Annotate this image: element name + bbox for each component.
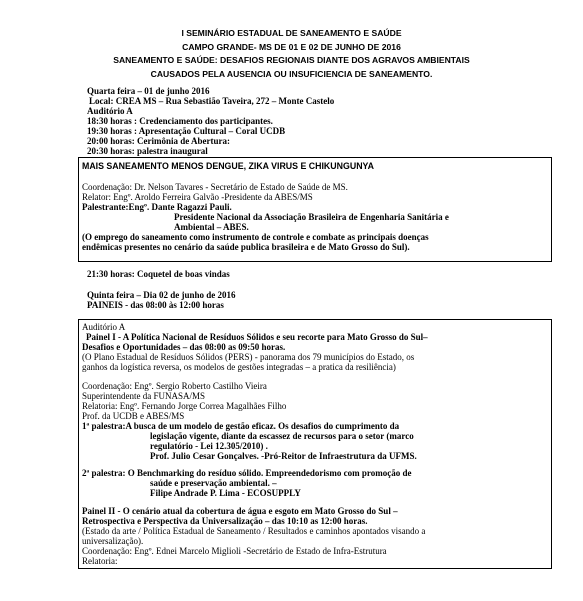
panel1-coordination-role: Superintendente da FUNASA/MS xyxy=(82,391,205,401)
talk1-line1: 1ª palestra:A busca de um modelo de gestão eficaz. Os desafios do cumprimento da xyxy=(82,421,400,431)
header-dates: CAMPO GRANDE- MS DE 01 E 02 DE JUNHO DE 2016 xyxy=(182,42,401,52)
keynote-note-line2: endêmicas presentes no cenário da saúde publica brasileira e de Mato Grosso do Sul). xyxy=(82,242,410,252)
talk1-line3: regulatório - Lei 12.305/2010) . xyxy=(150,441,268,451)
day1-item: 20:00 horas: Cerimônia de Abertura: xyxy=(87,136,230,146)
panel2-desc-line1: (Estado da arte / Política Estadual de Saneamento / Resultados e caminhos apontados visando a xyxy=(82,526,426,536)
day1-item: 18:30 horas : Credenciamento dos participantes. xyxy=(87,116,273,126)
talk2-line2: saúde e preservação ambiental. – xyxy=(150,478,277,488)
keynote-speaker xyxy=(82,202,232,212)
panel1-reporter: Relatoria: Engº. Fernando Jorge Correa Magalhães Filho xyxy=(82,401,287,411)
panel1-title-line2: Desafios e Oportunidades – das 08:00 as 09:50 horas. xyxy=(82,342,286,352)
day1-item: 20:30 horas: palestra inaugural xyxy=(87,146,208,156)
speaker-label: Palestrante: xyxy=(82,202,129,212)
keynote-note-line1: (O emprego do saneamento como instrumento de controle e combate as principais doenças xyxy=(82,232,429,242)
talk1-speaker: Prof. Julio Cesar Gonçalves. -Pró-Reitor de Infraestrutura da UFMS. xyxy=(150,451,417,461)
keynote-reporter: Relator: Engº. Aroldo Ferreira Galvão -Presidente da ABES/MS xyxy=(82,192,313,202)
speaker-role-line2: Ambiental – ABES. xyxy=(174,222,249,232)
day1-date: Quarta feira – 01 de junho 2016 xyxy=(87,86,210,96)
speaker-role-line1: Presidente Nacional da Associação Brasileira de Engenharia Sanitária e xyxy=(174,212,449,222)
panel2-title-line2: Retrospectiva e Perspectiva da Universalização – das 10:10 as 12:00 horas. xyxy=(82,516,368,526)
header-theme-line1: SANEAMENTO E SAÚDE: DESAFIOS REGIONAIS DIANTE DOS AGRAVOS AMBIENTAIS xyxy=(113,55,470,65)
panels-room: Auditório A xyxy=(82,322,126,332)
talk2-line1: 2ª palestra: O Benchmarking do resíduo sólido. Empreendedorismo com promoção de xyxy=(82,468,412,478)
header-title: I SEMINÁRIO ESTADUAL DE SANEAMENTO E SAÚDE xyxy=(181,28,402,38)
panel2-desc-line2: universalização). xyxy=(82,536,144,546)
panel2-title-line1: Painel II - O cenário atual da cobertura de água e esgoto em Mato Grosso do Sul – xyxy=(82,506,398,516)
panel1-title-line1: Painel I - A Política Nacional de Resíduos Sólidos e seu recorte para Mato Grosso do Sul– xyxy=(86,332,428,342)
day2-date: Quinta feira – Dia 02 de junho de 2016 xyxy=(87,290,236,300)
day1-local: Local: CREA MS – Rua Sebastião Taveira, 272 – Monte Castelo xyxy=(89,96,335,106)
day1-item: 19:30 horas : Apresentação Cultural – Coral UCDB xyxy=(87,126,286,136)
speaker-name: Engº. Dante Ragazzi Pauli. xyxy=(128,202,232,212)
header-theme-line2: CAUSADOS PELA AUSENCIA OU INSUFICIENCIA DE SANEAMENTO. xyxy=(150,69,433,79)
talk1-line2: legislação vigente, diante da escassez de recursos para o setor (marco xyxy=(150,431,414,441)
panel1-coordination: Coordenação: Engº. Sergio Roberto Castilho Vieira xyxy=(82,381,267,391)
day1-closing: 21:30 horas: Coquetel de boas vindas xyxy=(87,269,230,279)
keynote-coordination: Coordenação: Dr. Nelson Tavares - Secretário de Estado de Saúde de MS. xyxy=(82,182,348,192)
panel1-desc-line1: (O Plano Estadual de Resíduos Sólidos (PERS) - panorama dos 79 municípios do Estado, os xyxy=(82,352,415,362)
panel1-reporter-role: Prof. da UCDB e ABES/MS xyxy=(82,411,185,421)
keynote-title: MAIS SANEAMENTO MENOS DENGUE, ZIKA VIRUS E CHIKUNGUNYA xyxy=(82,161,374,171)
panel2-coordination: Coordenação: Engº. Ednei Marcelo Miglioli -Secretário de Estado de Infra-Estrutura xyxy=(82,546,387,556)
day2-panels-time: PAINEIS - das 08:00 às 12:00 horas xyxy=(87,300,224,310)
talk2-speaker: Filipe Andrade P. Lima - ECOSUPPLY xyxy=(150,488,301,498)
panel1-desc-line2: ganhos da logística reversa, os modelos de gestões integradas – a pratica da resiliência) xyxy=(82,362,396,372)
day1-room: Auditório A xyxy=(87,106,133,116)
panel2-reporter: Relatoria: xyxy=(82,556,118,566)
